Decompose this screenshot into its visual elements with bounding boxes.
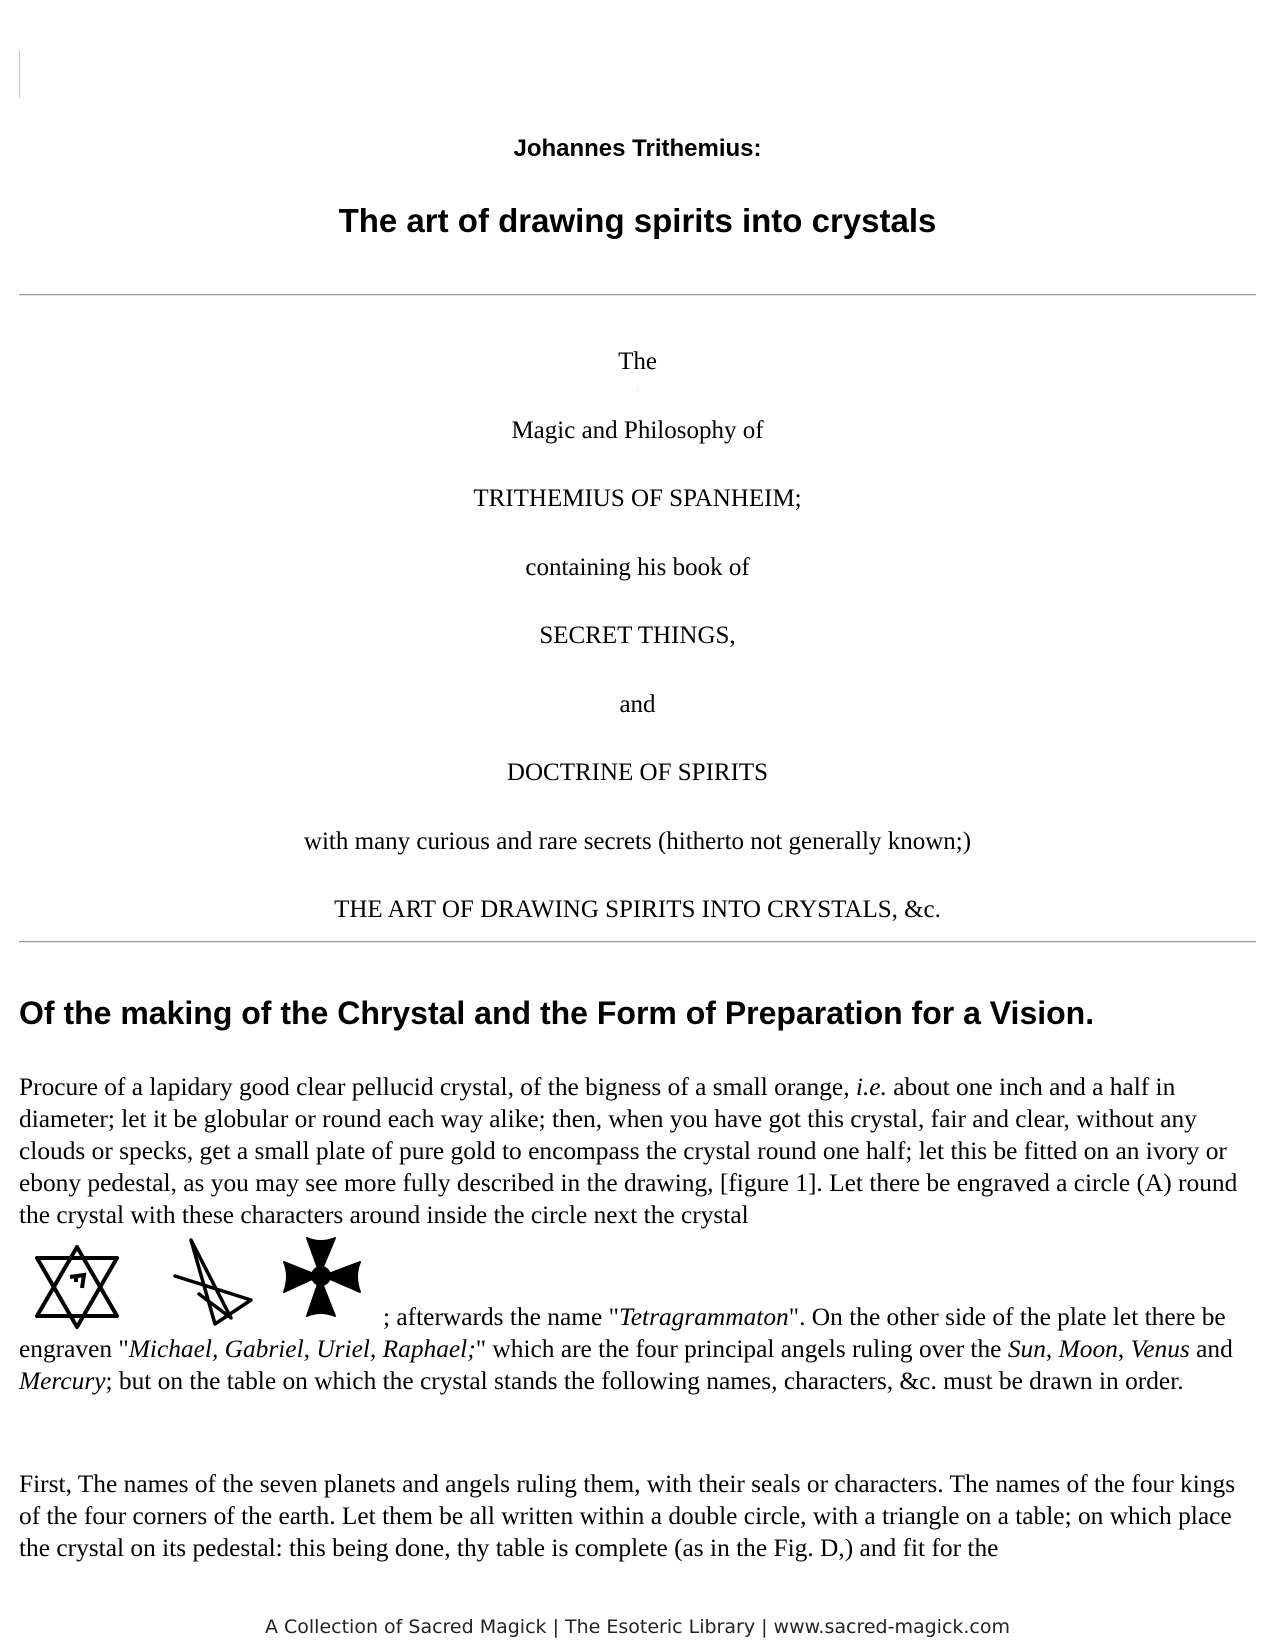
divider-top <box>19 294 1256 296</box>
paragraph-crystal <box>19 1071 1259 1231</box>
title-page-line: containing his book of <box>525 554 750 581</box>
paragraph-angels <box>19 1301 1259 1397</box>
page-edge-marker <box>19 50 20 98</box>
text-run: and <box>1189 1335 1233 1363</box>
title-page-line: The <box>618 348 657 375</box>
italic-run: Tetragrammaton <box>618 1303 789 1331</box>
title-page-line: DOCTRINE OF SPIRITS <box>506 759 769 786</box>
text-run: about one inch and a half in diameter; let it be globular or round each way alike; then, when you have got this crystal, fair and clear, without any clouds or specks, get a small plate of pure gold to encompass the crystal round one half; let this be fitted on an ivory or ebony pedestal, as you may see more fully described in the drawing, [figure 1]. Let there be engraved a circle (A) round the crystal with these characters around inside the circle next the crystal <box>19 1073 1238 1229</box>
text-run: , <box>1117 1335 1131 1363</box>
text-run: ". On the other side of the plate let there be engraven " <box>19 1303 1226 1363</box>
title-page-line: TRITHEMIUS OF SPANHEIM; <box>473 485 802 512</box>
italic-run: Sun <box>1007 1335 1046 1363</box>
text-run: Procure of a lapidary good clear pellucid crystal, of the bigness of a small orange, <box>19 1073 856 1101</box>
italic-run: i.e. <box>855 1073 887 1101</box>
text-run: " which are the four principal angels ruling over the <box>475 1335 1008 1363</box>
text-run: , <box>1045 1335 1059 1363</box>
paragraph-table: First, The names of the seven planets and angels ruling them, with their seals or characters. The names of the four kings of the four corners of the earth. Let them be all written within a double circle, with a triangle on a table; on which place the crystal on its pedestal: this being done, thy table is complete (as in the Fig. D,) and fit for the <box>19 1470 1236 1562</box>
italic-run: Mercury <box>19 1367 106 1395</box>
title-page-line: with many curious and rare secrets (hitherto not generally known;) <box>303 828 972 855</box>
italic-run: Michael, Gabriel, Uriel, Raphael; <box>128 1335 476 1363</box>
page-title: The art of drawing spirits into crystals <box>338 202 937 239</box>
divider-bottom <box>19 941 1256 943</box>
title-page-line: SECRET THINGS, <box>539 622 736 649</box>
divider-dot <box>637 390 639 391</box>
section-heading: Of the making of the Chrystal and the Form of Preparation for a Vision. <box>19 995 1095 1031</box>
page-footer: A Collection of Sacred Magick | The Esoteric Library | www.sacred-magick.com <box>264 1616 1011 1638</box>
text-run: ; but on the table on which the crystal stands the following names, characters, &c. must be drawn in order. <box>105 1367 1184 1395</box>
text-run: ; afterwards the name " <box>383 1303 619 1331</box>
author-heading: Johannes Trithemius: <box>513 135 762 162</box>
title-page-line: and <box>619 691 656 718</box>
italic-run: Venus <box>1130 1335 1190 1363</box>
title-page-line: Magic and Philosophy of <box>511 417 764 444</box>
italic-run: Moon <box>1058 1335 1118 1363</box>
title-page-line: THE ART OF DRAWING SPIRITS INTO CRYSTALS, &c. <box>334 896 941 923</box>
